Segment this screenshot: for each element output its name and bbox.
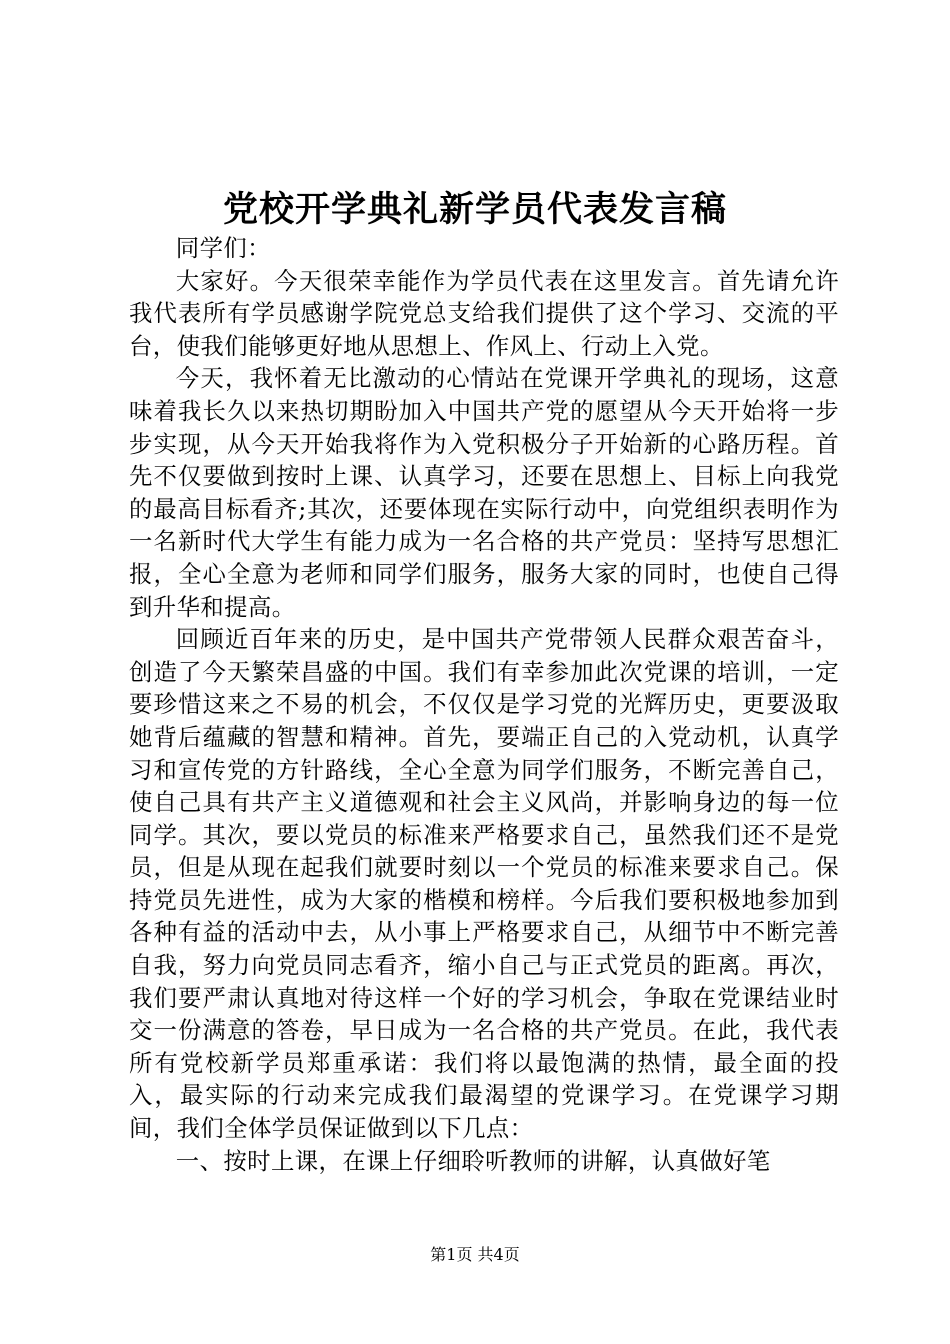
document-title: 党校开学典礼新学员代表发言稿 [222, 189, 727, 230]
document-body [129, 232, 839, 1177]
page-number-footer: 第1页 共4页 [430, 1245, 520, 1264]
body-paragraph: 大家好。今天很荣幸能作为学员代表在这里发言。首先请允许我代表所有学员感谢学院党总支给我们提供了这个学习、交流的平台，使我们能够更好地从思想上、作风上、行动上入党。 [129, 266, 839, 360]
body-paragraph: 今天，我怀着无比激动的心情站在党课开学典礼的现场，这意味着我长久以来热切期盼加入中国共产党的愿望从今天开始将一步步实现，从今天开始我将作为入党积极分子开始新的心路历程。首先不仅要做到按时上课、认真学习，还要在思想上、目标上向我党的最高目标看齐;其次，还要体现在实际行动中，向党组织表明作为一名新时代大学生有能力成为一名合格的共产党员：坚持写思想汇报，全心全意为老师和同学们服务，服务大家的同时，也使自己得到升华和提高。 [129, 364, 839, 621]
body-paragraph: 回顾近百年来的历史，是中国共产党带领人民群众艰苦奋斗，创造了今天繁荣昌盛的中国。我们有幸参加此次党课的培训，一定要珍惜这来之不易的机会，不仅仅是学习党的光辉历史，更要汲取她背后蕴藏的智慧和精神。首先，要端正自己的入党动机，认真学习和宣传党的方针路线，全心全意为同学们服务，不断完善自己，使自己具有共产主义道德观和社会主义风尚，并影响身边的每一位同学。其次，要以党员的标准来严格要求自己，虽然我们还不是党员，但是从现在起我们就要时刻以一个党员的标准来要求自己。保持党员先进性，成为大家的楷模和榜样。今后我们要积极地参加到各种有益的活动中去，从小事上严格要求自己，从细节中不断完善自我，努力向党员同志看齐，缩小自己与正式党员的距离。再次，我们要严肃认真地对待这样一个好的学习机会，争取在党课结业时交一份满意的答卷，早日成为一名合格的共产党员。在此，我代表所有党校新学员郑重承诺：我们将以最饱满的热情，最全面的投入，最实际的行动来完成我们最渴望的党课学习。在党课学习期间，我们全体学员保证做到以下几点： [129, 625, 839, 1143]
salutation-paragraph: 同学们： [175, 234, 271, 262]
body-paragraph: 一、按时上课，在课上仔细聆听教师的讲解，认真做好笔 [175, 1146, 771, 1175]
